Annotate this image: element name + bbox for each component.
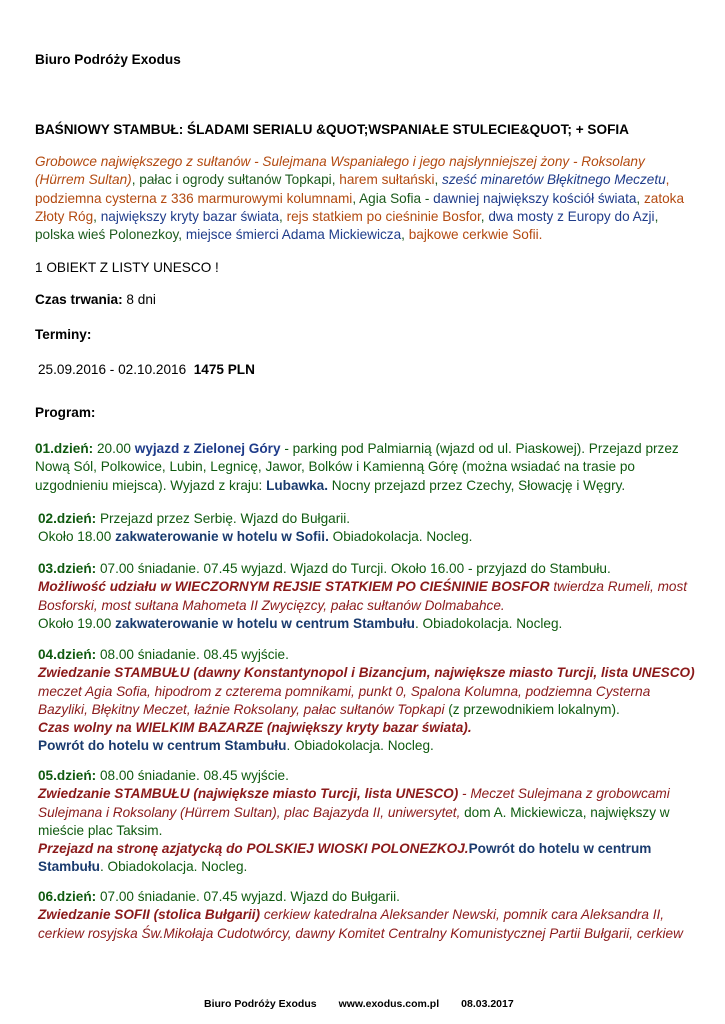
day-text: Około 18.00 [38, 529, 116, 545]
day-highlight: wyjazd z Zielonej Góry [134, 441, 281, 456]
day-text: meczet Agia Sofia, hipodrom z czterema pomnikami, punkt 0, Spalona Kolumna, podziemna Cysterna Bazyliki, Błękitny Meczet, łaźnie Roksolany, pałac sułtanów Topkapi [38, 683, 651, 717]
day-3 [38, 560, 703, 633]
day-highlight: zakwaterowanie w hotelu w Sofii. [115, 529, 329, 545]
day-text: 07.00 śniadanie. 07.45 wyjazd. Wjazd do Turcji. Około 16.00 - przyjazd do Stambułu. [96, 561, 611, 576]
agency-name: Biuro Podróży Exodus [35, 52, 181, 67]
duration-label: Czas trwania: [35, 292, 123, 307]
day-text: cerkiew katedralna Aleksander Newski, pomnik cara Aleksandra II, cerkiew rosyjska Św.Mikołaja Cudotwórcy, dawny Komitet Centralny Komunistycznej Partii Bułgarii, cerkiew [38, 907, 683, 941]
intro-text: największy kryty bazar świata [100, 208, 280, 224]
day-text: Przejazd przez Serbię. Wjazd do Bułgarii. [96, 511, 351, 526]
day-text: Nocny przejazd przez Czechy, Słowację i Węgry. [328, 477, 626, 493]
page-footer [204, 998, 536, 1010]
intro-text: sześć minaretów Błękitnego Meczetu [442, 172, 666, 188]
day-5 [38, 767, 703, 877]
day-text: . Obiadokolacja. Nocleg. [286, 738, 434, 754]
tour-title: BAŚNIOWY STAMBUŁ: ŚLADAMI SERIALU &QUOT;WSPANIAŁE STULECIE&QUOT; + SOFIA [35, 122, 629, 137]
day-text: dom A. Mickiewicza, największy w mieście plac Taksim. [38, 804, 670, 838]
footer-website[interactable]: www.exodus.com.pl [338, 998, 440, 1010]
day-highlight: Lubawka. [266, 477, 329, 493]
intro-text: , [279, 208, 287, 224]
terms-label: Terminy: [35, 327, 92, 342]
program-label: Program: [35, 405, 96, 420]
day-highlight: Możliwość udziału w WIECZORNYM REJSIE STATKIEM PO CIEŚNINIE BOSFOR [38, 579, 550, 595]
intro-text: , [93, 208, 101, 224]
intro-text: Grobowce największego z sułtanów - Sulejmana Wspaniałego i jego najsłynniejszej żony - Roksolany (Hürrem Sultan) [35, 154, 645, 188]
day-text: - Meczet Sulejmana z grobowcami Sulejmana i Roksolany (Hürrem Sultan), plac Bajazyda II, uniwersytet, [38, 786, 670, 820]
day-label: 02.dzień: [38, 511, 97, 526]
day-label: 04.dzień: [38, 647, 97, 662]
day-text: 20.00 [93, 441, 135, 456]
day-text: 08.00 śniadanie. 08.45 wyjście. [96, 647, 289, 662]
term-price: 1475 PLN [193, 362, 255, 377]
intro-text: , [401, 227, 409, 243]
day-text: (z przewodnikiem lokalnym). [444, 701, 620, 717]
footer-date: 08.03.2017 [461, 998, 514, 1010]
day-highlight: Czas wolny na WIELKIM BAZARZE (największy kryty bazar świata). [38, 720, 472, 736]
day-text: - parking pod Palmiarnią (wjazd od ul. Piaskowej). Przejazd przez Nową Sól, Polkowice, Lubin, Legnicę, Jawor, Bolków i Kamienną Górę (można wsiadać na trasie po uzgodnieniu miejsca). Wyjazd z kraju: [35, 441, 679, 493]
day-4 [38, 646, 703, 756]
day-highlight: Przejazd na stronę azjatycką do POLSKIEJ WIOSKI POLONEZKOJ. [38, 841, 469, 857]
day-highlight: Zwiedzanie STAMBUŁU (największe miasto Turcji, lista UNESCO) [38, 786, 459, 802]
intro-text: bajkowe cerkwie Sofii. [408, 227, 543, 243]
term-row [38, 362, 255, 377]
day-label: 01.dzień: [35, 441, 94, 456]
day-2 [38, 510, 703, 547]
day-text: . Obiadokolacja. Nocleg. [414, 615, 563, 631]
day-text: . Obiadokolacja. Nocleg. [99, 859, 248, 875]
term-dates: 25.09.2016 - 02.10.2016 [38, 362, 187, 377]
intro-text: , [480, 208, 489, 224]
day-label: 05.dzień: [38, 768, 97, 783]
intro-text: dawniej największy kościół świata [433, 190, 637, 206]
day-highlight: Powrót do hotelu w centrum Stambułu [38, 841, 652, 875]
duration [35, 292, 156, 307]
footer-agency: Biuro Podróży Exodus [204, 998, 317, 1010]
day-text: Około 19.00 [38, 615, 116, 631]
intro-text: , [434, 172, 443, 188]
day-highlight: Zwiedzanie STAMBUŁU (dawny Konstantynopol i Bizancjum, największe miasto Turcji, lista UNESCO) [38, 665, 695, 681]
day-highlight: Zwiedzanie SOFII (stolica Bułgarii) [38, 907, 261, 923]
day-highlight: Powrót do hotelu w centrum Stambułu [38, 738, 287, 754]
day-text: 07.00 śniadanie. 07.45 wyjazd. Wjazd do Bułgarii. [96, 889, 400, 904]
intro-text: , pałac i ogrody sułtanów Topkapi, [131, 172, 340, 188]
intro-text: zatoka Złoty Róg [35, 190, 685, 224]
day-text: twierdza Rumeli, most Bosforski, most sułtana Mahometa II Zwycięzcy, pałac sułtanów Dolmabahce. [38, 579, 688, 613]
duration-value: 8 dni [122, 292, 156, 307]
tour-intro [35, 153, 695, 244]
intro-text: dwa mosty z Europy do Azji [488, 208, 655, 224]
day-label: 06.dzień: [38, 889, 97, 904]
day-text: 08.00 śniadanie. 08.45 wyjście. [96, 768, 289, 783]
intro-text: , Agia Sofia - [352, 190, 434, 206]
intro-text: miejsce śmierci Adama Mickiewicza [185, 227, 402, 243]
intro-text: , polska wieś Polonezkoy, [35, 208, 659, 243]
intro-text: rejs statkiem po cieśninie Bosfor [286, 208, 481, 224]
day-label: 03.dzień: [38, 561, 97, 576]
intro-text: harem sułtański [339, 172, 435, 188]
day-1 [35, 440, 700, 495]
intro-text: , podziemna cysterna z 336 marmurowymi kolumnami [35, 172, 670, 206]
unesco-note: 1 OBIEKT Z LISTY UNESCO ! [35, 260, 219, 275]
day-highlight: zakwaterowanie w hotelu w centrum Stambułu [115, 615, 415, 631]
day-text: Obiadokolacja. Nocleg. [328, 529, 473, 545]
day-6 [38, 888, 703, 943]
intro-text: , [636, 190, 644, 206]
